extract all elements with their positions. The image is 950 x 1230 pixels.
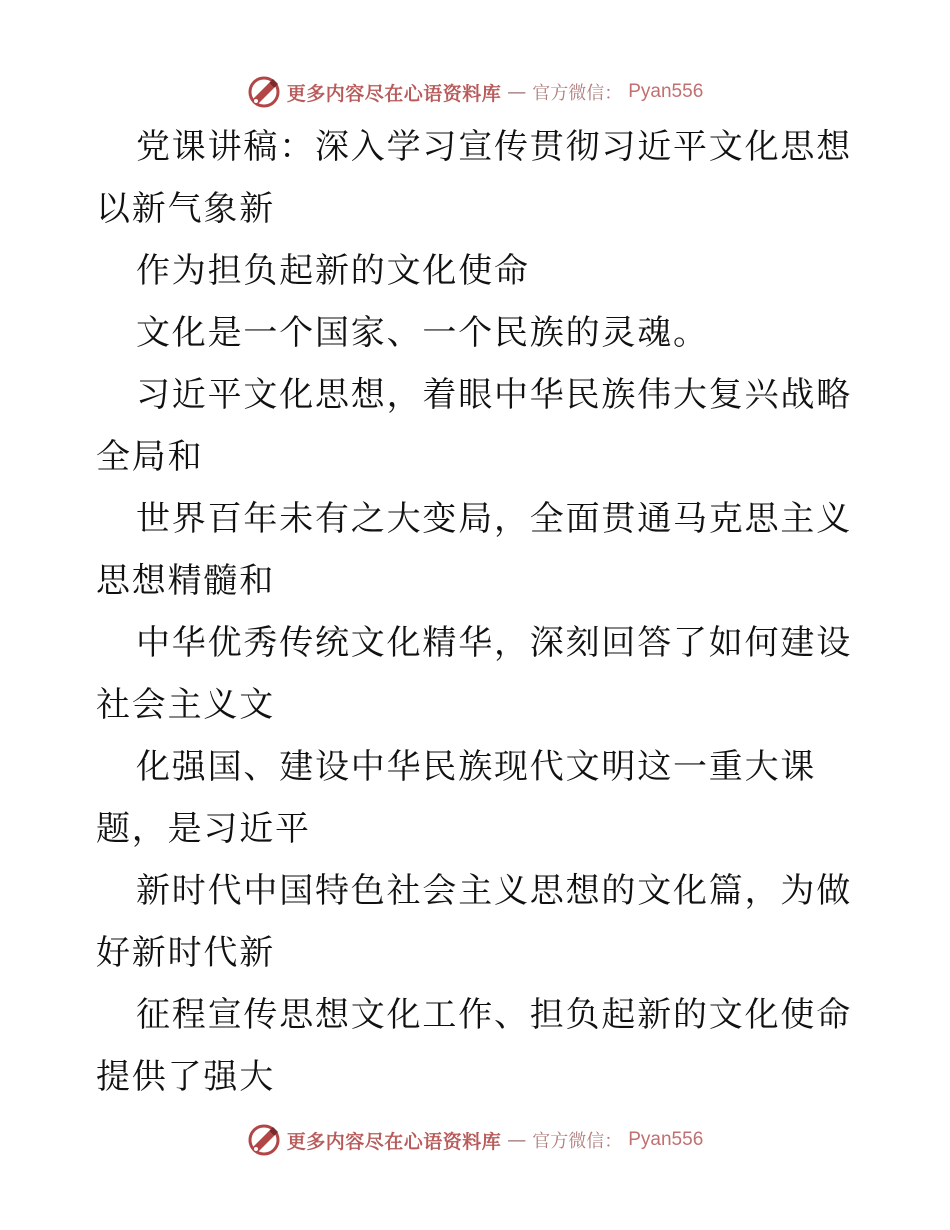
paragraph: 世界百年未有之大变局，全面贯通马克思主义思想精髓和 (96, 499, 852, 601)
paragraph: 文化是一个国家、一个民族的灵魂。 (136, 313, 709, 353)
watermark-text: 更多内容尽在心语资料库 (286, 82, 502, 105)
paragraph: 作为担负起新的文化使命 (136, 251, 530, 291)
watermark-dash: — (507, 81, 527, 103)
watermark-dash: — (507, 1129, 527, 1151)
watermark-wechat-label: 官方微信： (532, 83, 623, 104)
header-watermark (0, 72, 950, 112)
watermark-wechat-id: Pyan556 (628, 1129, 704, 1150)
paragraph: 征程宣传思想文化工作、担负起新的文化使命提供了强大 (96, 995, 852, 1097)
footer-watermark (0, 1120, 950, 1160)
pen-logo-icon (247, 75, 281, 109)
paragraph: 中华优秀传统文化精华，深刻回答了如何建设社会主义文 (96, 623, 852, 725)
document-title: 党课讲稿：深入学习宣传贯彻习近平文化思想以新气象新 (96, 127, 852, 229)
watermark-wechat-id: Pyan556 (628, 81, 704, 102)
paragraph: 化强国、建设中华民族现代文明这一重大课题，是习近平 (96, 747, 817, 849)
watermark-wechat-label: 官方微信： (532, 1131, 623, 1152)
paragraph: 新时代中国特色社会主义思想的文化篇，为做好新时代新 (96, 871, 852, 973)
paragraph: 习近平文化思想，着眼中华民族伟大复兴战略全局和 (96, 375, 852, 477)
document-body (96, 116, 856, 1108)
pen-logo-icon (247, 1123, 281, 1157)
watermark-text: 更多内容尽在心语资料库 (286, 1130, 502, 1153)
